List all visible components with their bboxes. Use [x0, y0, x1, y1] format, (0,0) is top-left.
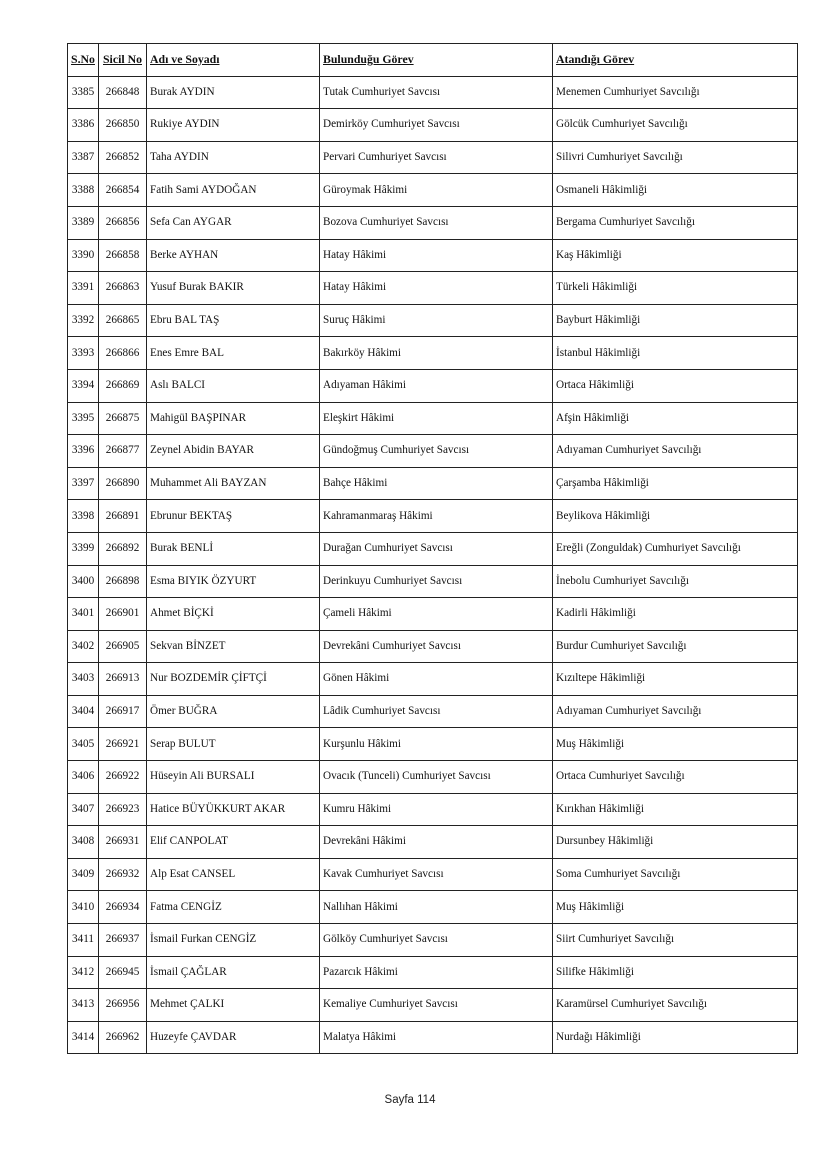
cell-sicil: 266945: [99, 956, 147, 989]
cell-sicil: 266892: [99, 532, 147, 565]
cell-assigned-post: Çarşamba Hâkimliği: [553, 467, 798, 500]
cell-sno: 3394: [68, 369, 99, 402]
cell-name: Enes Emre BAL: [147, 337, 320, 370]
cell-sno: 3414: [68, 1021, 99, 1054]
cell-assigned-post: Dursunbey Hâkimliği: [553, 826, 798, 859]
cell-name: Huzeyfe ÇAVDAR: [147, 1021, 320, 1054]
cell-sno: 3395: [68, 402, 99, 435]
cell-name: İsmail ÇAĞLAR: [147, 956, 320, 989]
cell-sicil: 266854: [99, 174, 147, 207]
cell-sno: 3386: [68, 109, 99, 142]
cell-sicil: 266922: [99, 761, 147, 794]
cell-current-post: Bozova Cumhuriyet Savcısı: [320, 206, 553, 239]
cell-current-post: Kavak Cumhuriyet Savcısı: [320, 858, 553, 891]
header-sno: S.No: [68, 44, 99, 77]
cell-current-post: Gölköy Cumhuriyet Savcısı: [320, 924, 553, 957]
cell-name: Sefa Can AYGAR: [147, 206, 320, 239]
cell-sno: 3390: [68, 239, 99, 272]
cell-assigned-post: Menemen Cumhuriyet Savcılığı: [553, 76, 798, 109]
cell-name: Fatih Sami AYDOĞAN: [147, 174, 320, 207]
cell-name: Ebrunur BEKTAŞ: [147, 500, 320, 533]
cell-current-post: Suruç Hâkimi: [320, 304, 553, 337]
table-row: [68, 304, 798, 337]
cell-name: Ahmet BİÇKİ: [147, 598, 320, 631]
cell-sicil: 266934: [99, 891, 147, 924]
assignments-table: [67, 43, 798, 1054]
cell-assigned-post: Adıyaman Cumhuriyet Savcılığı: [553, 435, 798, 468]
cell-current-post: Güroymak Hâkimi: [320, 174, 553, 207]
cell-current-post: Çameli Hâkimi: [320, 598, 553, 631]
cell-current-post: Kurşunlu Hâkimi: [320, 728, 553, 761]
table-row: [68, 402, 798, 435]
cell-name: Aslı BALCI: [147, 369, 320, 402]
cell-assigned-post: Soma Cumhuriyet Savcılığı: [553, 858, 798, 891]
table-row: [68, 239, 798, 272]
header-name: Adı ve Soyadı: [147, 44, 320, 77]
cell-sno: 3411: [68, 924, 99, 957]
cell-current-post: Tutak Cumhuriyet Savcısı: [320, 76, 553, 109]
cell-assigned-post: Bayburt Hâkimliği: [553, 304, 798, 337]
cell-assigned-post: Adıyaman Cumhuriyet Savcılığı: [553, 695, 798, 728]
cell-current-post: Demirköy Cumhuriyet Savcısı: [320, 109, 553, 142]
cell-sno: 3408: [68, 826, 99, 859]
cell-current-post: Eleşkirt Hâkimi: [320, 402, 553, 435]
cell-name: Burak AYDIN: [147, 76, 320, 109]
cell-name: Nur BOZDEMİR ÇİFTÇİ: [147, 663, 320, 696]
cell-sno: 3407: [68, 793, 99, 826]
table-row: [68, 467, 798, 500]
cell-sno: 3406: [68, 761, 99, 794]
cell-sno: 3389: [68, 206, 99, 239]
cell-assigned-post: Afşin Hâkimliği: [553, 402, 798, 435]
cell-name: Yusuf Burak BAKIR: [147, 272, 320, 305]
cell-current-post: Gündoğmuş Cumhuriyet Savcısı: [320, 435, 553, 468]
cell-sno: 3402: [68, 630, 99, 663]
header-row: [68, 44, 798, 77]
cell-current-post: Pervari Cumhuriyet Savcısı: [320, 141, 553, 174]
cell-current-post: Kemaliye Cumhuriyet Savcısı: [320, 989, 553, 1022]
cell-assigned-post: Ereğli (Zonguldak) Cumhuriyet Savcılığı: [553, 532, 798, 565]
table-row: [68, 369, 798, 402]
cell-sicil: 266962: [99, 1021, 147, 1054]
cell-sicil: 266917: [99, 695, 147, 728]
table-row: [68, 1021, 798, 1054]
table-row: [68, 695, 798, 728]
table-row: [68, 826, 798, 859]
table-row: [68, 728, 798, 761]
cell-sicil: 266931: [99, 826, 147, 859]
cell-sicil: 266890: [99, 467, 147, 500]
cell-sno: 3391: [68, 272, 99, 305]
cell-current-post: Adıyaman Hâkimi: [320, 369, 553, 402]
cell-sno: 3396: [68, 435, 99, 468]
cell-current-post: Devrekâni Hâkimi: [320, 826, 553, 859]
cell-current-post: Bahçe Hâkimi: [320, 467, 553, 500]
cell-assigned-post: Karamürsel Cumhuriyet Savcılığı: [553, 989, 798, 1022]
cell-name: Alp Esat CANSEL: [147, 858, 320, 891]
cell-sicil: 266865: [99, 304, 147, 337]
cell-assigned-post: Burdur Cumhuriyet Savcılığı: [553, 630, 798, 663]
cell-current-post: Durağan Cumhuriyet Savcısı: [320, 532, 553, 565]
cell-sicil: 266921: [99, 728, 147, 761]
cell-sicil: 266923: [99, 793, 147, 826]
table-row: [68, 76, 798, 109]
cell-sno: 3385: [68, 76, 99, 109]
cell-assigned-post: İstanbul Hâkimliği: [553, 337, 798, 370]
table-row: [68, 500, 798, 533]
cell-sicil: 266956: [99, 989, 147, 1022]
cell-current-post: Bakırköy Hâkimi: [320, 337, 553, 370]
cell-current-post: Hatay Hâkimi: [320, 272, 553, 305]
cell-sicil: 266913: [99, 663, 147, 696]
table-row: [68, 761, 798, 794]
cell-sno: 3409: [68, 858, 99, 891]
cell-sicil: 266856: [99, 206, 147, 239]
cell-name: Elif CANPOLAT: [147, 826, 320, 859]
cell-name: Zeynel Abidin BAYAR: [147, 435, 320, 468]
cell-current-post: Nallıhan Hâkimi: [320, 891, 553, 924]
cell-sicil: 266852: [99, 141, 147, 174]
cell-assigned-post: Kızıltepe Hâkimliği: [553, 663, 798, 696]
cell-assigned-post: Nurdağı Hâkimliği: [553, 1021, 798, 1054]
cell-name: Mahigül BAŞPINAR: [147, 402, 320, 435]
cell-name: İsmail Furkan CENGİZ: [147, 924, 320, 957]
cell-sno: 3397: [68, 467, 99, 500]
table-row: [68, 272, 798, 305]
cell-assigned-post: Silivri Cumhuriyet Savcılığı: [553, 141, 798, 174]
cell-name: Ömer BUĞRA: [147, 695, 320, 728]
table-row: [68, 532, 798, 565]
cell-assigned-post: Siirt Cumhuriyet Savcılığı: [553, 924, 798, 957]
cell-assigned-post: Muş Hâkimliği: [553, 891, 798, 924]
cell-current-post: Kumru Hâkimi: [320, 793, 553, 826]
table-row: [68, 598, 798, 631]
cell-sno: 3387: [68, 141, 99, 174]
cell-assigned-post: Ortaca Hâkimliği: [553, 369, 798, 402]
table-row: [68, 989, 798, 1022]
table-row: [68, 630, 798, 663]
table-row: [68, 858, 798, 891]
cell-current-post: Ovacık (Tunceli) Cumhuriyet Savcısı: [320, 761, 553, 794]
cell-current-post: Malatya Hâkimi: [320, 1021, 553, 1054]
cell-assigned-post: Kaş Hâkimliği: [553, 239, 798, 272]
cell-name: Sekvan BİNZET: [147, 630, 320, 663]
cell-sno: 3392: [68, 304, 99, 337]
cell-sno: 3398: [68, 500, 99, 533]
table-row: [68, 793, 798, 826]
cell-sicil: 266863: [99, 272, 147, 305]
cell-sicil: 266905: [99, 630, 147, 663]
cell-sicil: 266869: [99, 369, 147, 402]
cell-sno: 3401: [68, 598, 99, 631]
cell-sno: 3412: [68, 956, 99, 989]
cell-assigned-post: Beylikova Hâkimliği: [553, 500, 798, 533]
cell-sno: 3410: [68, 891, 99, 924]
cell-assigned-post: Osmaneli Hâkimliği: [553, 174, 798, 207]
cell-sicil: 266932: [99, 858, 147, 891]
cell-sno: 3404: [68, 695, 99, 728]
cell-name: Serap BULUT: [147, 728, 320, 761]
cell-current-post: Devrekâni Cumhuriyet Savcısı: [320, 630, 553, 663]
header-sicil: Sicil No: [99, 44, 147, 77]
cell-sicil: 266858: [99, 239, 147, 272]
cell-sno: 3413: [68, 989, 99, 1022]
cell-assigned-post: Türkeli Hâkimliği: [553, 272, 798, 305]
cell-current-post: Pazarcık Hâkimi: [320, 956, 553, 989]
cell-sicil: 266848: [99, 76, 147, 109]
cell-sicil: 266877: [99, 435, 147, 468]
table-row: [68, 663, 798, 696]
cell-current-post: Lâdik Cumhuriyet Savcısı: [320, 695, 553, 728]
cell-name: Mehmet ÇALKI: [147, 989, 320, 1022]
cell-sicil: 266901: [99, 598, 147, 631]
cell-assigned-post: Bergama Cumhuriyet Savcılığı: [553, 206, 798, 239]
cell-sicil: 266898: [99, 565, 147, 598]
cell-name: Burak BENLİ: [147, 532, 320, 565]
cell-assigned-post: İnebolu Cumhuriyet Savcılığı: [553, 565, 798, 598]
cell-sno: 3388: [68, 174, 99, 207]
table-body: [68, 76, 798, 1054]
table-row: [68, 141, 798, 174]
cell-current-post: Kahramanmaraş Hâkimi: [320, 500, 553, 533]
table-header: [68, 44, 798, 77]
cell-assigned-post: Muş Hâkimliği: [553, 728, 798, 761]
cell-assigned-post: Ortaca Cumhuriyet Savcılığı: [553, 761, 798, 794]
table-row: [68, 174, 798, 207]
table-row: [68, 891, 798, 924]
header-current-post: Bulunduğu Görev: [320, 44, 553, 77]
table-row: [68, 337, 798, 370]
cell-assigned-post: Kırıkhan Hâkimliği: [553, 793, 798, 826]
cell-name: Rukiye AYDIN: [147, 109, 320, 142]
table-row: [68, 565, 798, 598]
cell-current-post: Derinkuyu Cumhuriyet Savcısı: [320, 565, 553, 598]
cell-name: Hüseyin Ali BURSALI: [147, 761, 320, 794]
cell-assigned-post: Silifke Hâkimliği: [553, 956, 798, 989]
table-row: [68, 435, 798, 468]
cell-name: Muhammet Ali BAYZAN: [147, 467, 320, 500]
cell-sicil: 266875: [99, 402, 147, 435]
cell-name: Esma BIYIK ÖZYURT: [147, 565, 320, 598]
page-number: Sayfa 114: [384, 1094, 436, 1106]
table-row: [68, 956, 798, 989]
cell-assigned-post: Gölcük Cumhuriyet Savcılığı: [553, 109, 798, 142]
cell-sicil: 266891: [99, 500, 147, 533]
cell-assigned-post: Kadirli Hâkimliği: [553, 598, 798, 631]
cell-sno: 3403: [68, 663, 99, 696]
cell-current-post: Hatay Hâkimi: [320, 239, 553, 272]
cell-current-post: Gönen Hâkimi: [320, 663, 553, 696]
cell-sno: 3399: [68, 532, 99, 565]
table-row: [68, 109, 798, 142]
cell-sno: 3405: [68, 728, 99, 761]
cell-sicil: 266866: [99, 337, 147, 370]
table-row: [68, 206, 798, 239]
cell-sicil: 266850: [99, 109, 147, 142]
header-assigned-post: Atandığı Görev: [553, 44, 798, 77]
cell-name: Ebru BAL TAŞ: [147, 304, 320, 337]
cell-sno: 3400: [68, 565, 99, 598]
cell-name: Berke AYHAN: [147, 239, 320, 272]
cell-name: Fatma CENGİZ: [147, 891, 320, 924]
cell-name: Hatice BÜYÜKKURT AKAR: [147, 793, 320, 826]
cell-name: Taha AYDIN: [147, 141, 320, 174]
cell-sno: 3393: [68, 337, 99, 370]
table-row: [68, 924, 798, 957]
cell-sicil: 266937: [99, 924, 147, 957]
